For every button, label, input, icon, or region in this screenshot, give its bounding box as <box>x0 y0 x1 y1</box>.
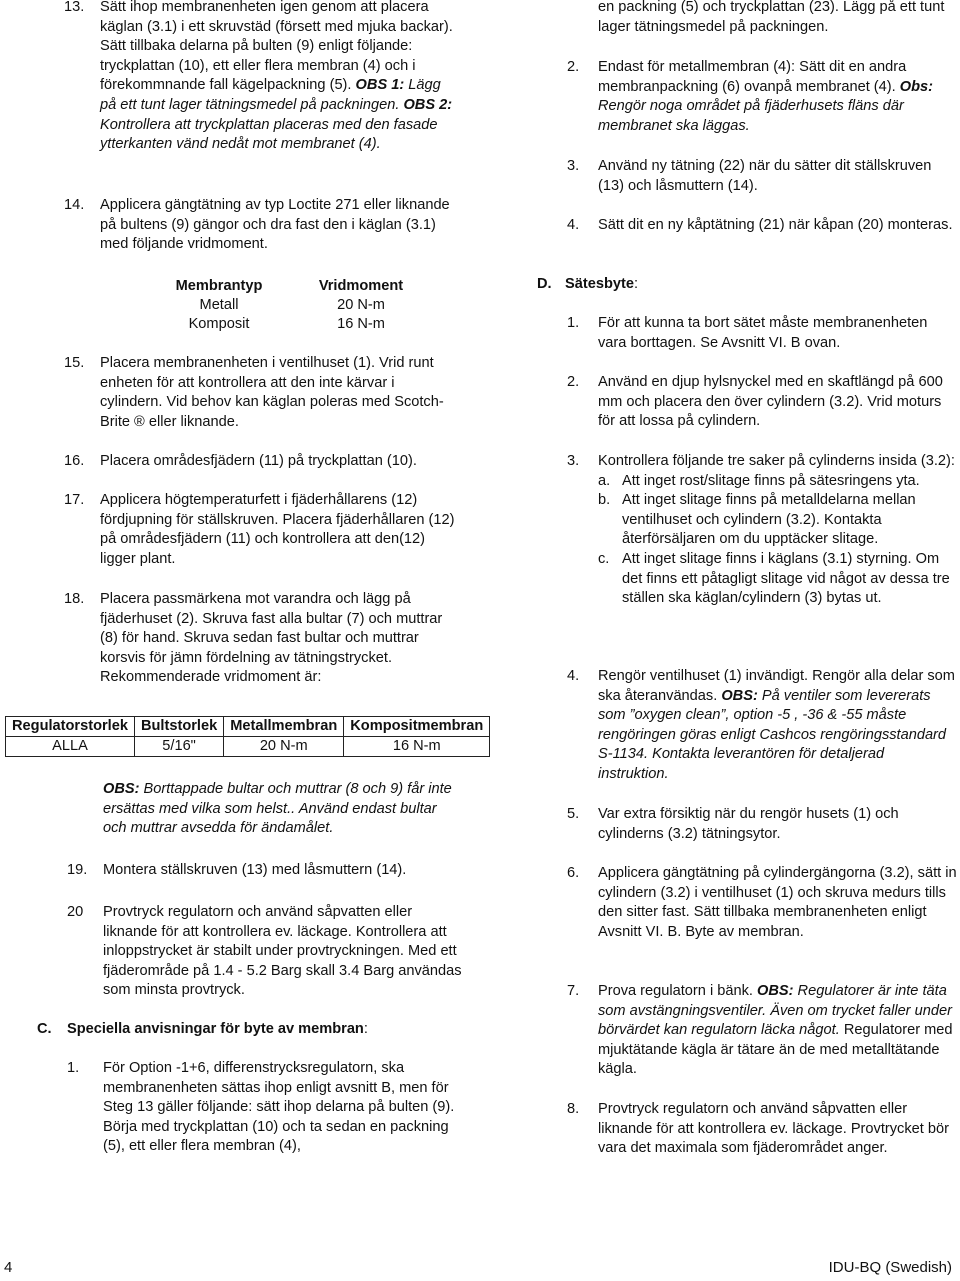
note-text: Rengör noga området på fjäderhusets fläns där membranet ska läggas. <box>598 98 904 134</box>
step-text-main: Endast för metallmembran (4): Sätt dit en andra membranpackning (6) ovanpå membranet (4). <box>598 59 907 95</box>
step-text: Montera ställskruven (13) med låsmuttern (14). <box>103 862 407 878</box>
step-text <box>598 58 958 136</box>
step-text: Applicera gängtätning av typ Loctite 271 eller liknande på bultens (9) gängor och dra fast den i käglan (3.1) med följande vridmoment. <box>100 197 450 253</box>
step-number: 4. <box>567 668 580 684</box>
step-text-main: Sätt ihop membranenheten igen genom att placera käglan (3.1) i ett skruvstäd (försett med mjuka backar). Sätt tillbaka delarna på bulten (9) enligt följande: tryckplattan (10), ett eller flera membran (4) och i förekommnande fall kägelpackning (5). <box>100 0 453 94</box>
step-number: 17. <box>64 492 85 508</box>
note-text: Lägg på ett tunt lager tätningsmedel på packningen. <box>100 77 441 113</box>
step-text: Var extra försiktig när du rengör husets (1) och cylinderns (3.2) tätningsytor. <box>598 806 899 842</box>
step-number: 15. <box>64 355 85 371</box>
step-number: 16. <box>64 453 85 469</box>
page-number: 4 <box>4 1259 13 1276</box>
list-item <box>598 491 960 550</box>
step-text-main: Prova regulatorn i bänk. <box>598 983 757 999</box>
list-item <box>598 472 960 492</box>
step-number: 3. <box>567 158 580 174</box>
table-cell: 16 N-m <box>344 737 490 757</box>
table-cell: 20 N-m <box>224 737 344 757</box>
step-text: För att kunna ta bort sätet måste membranenheten vara borttagen. Se Avsnitt VI. B ovan. <box>598 315 928 351</box>
step-number: 14. <box>64 197 85 213</box>
table-header: Bultstorlek <box>134 717 223 737</box>
section-letter: D. <box>537 276 552 292</box>
note-label: OBS 1: <box>355 77 405 94</box>
step-text <box>100 0 460 155</box>
list-letter: b. <box>598 492 611 509</box>
step-number: 8. <box>567 1101 580 1117</box>
note-text: Regulatorer är inte täta som avstängningsventiler. Även om trycket faller under börvärdet kan regulatorn läcka något. <box>598 983 952 1039</box>
step-number: 6. <box>567 865 580 881</box>
continued-text: en packning (5) och tryckplattan (23). Lägg på ett tunt lager tätningsmedel på packningen. <box>598 0 945 35</box>
list-letter: c. <box>598 550 610 567</box>
step-text: Provtryck regulatorn och använd såpvatten eller liknande för att kontrollera ev. läckage. Provtrycket bör vara det maximala som fjäderområdet anger. <box>598 1101 949 1157</box>
step-number: 1. <box>567 315 580 331</box>
step-text: Applicera högtemperaturfett i fjäderhållarens (12) fördjupning för ställskruven. Placera fjäderhållaren (12) på områdesfjädern (11) och kontrollera att den(12) ligger plant. <box>100 492 455 567</box>
step-text-main: Kontrollera följande tre saker på cylinderns insida (3.2): <box>598 453 955 469</box>
step-text <box>598 982 958 1080</box>
step-number: 3. <box>567 453 580 469</box>
step-text: Placera passmärkena mot varandra och lägg på fjäderhuset (2). Skruva fast alla bultar (7) och muttrar (8) för hand. Skruva sedan fast bultar och muttrar korsvis för jämn fördelning av tätningstrycket. Rekommenderade vridmoment är: <box>100 591 443 686</box>
list-item <box>598 550 960 609</box>
document-code: IDU-BQ <box>828 1259 882 1276</box>
note-label-2: OBS 2: <box>403 96 453 113</box>
step-number: 2. <box>567 374 580 390</box>
table-cell: 16 N-m <box>337 316 385 332</box>
table-cell: Komposit <box>188 316 250 332</box>
table-header: Membrantyp <box>175 278 263 294</box>
table-cell: 5/16" <box>134 737 223 757</box>
step-text: Placera membranenheten i ventilhuset (1). Vrid runt enheten för att kontrollera att den inte kärvar i cylindern. Vid behov kan käglan poleras med Scotch-Brite ® eller liknande. <box>100 355 444 430</box>
step-text-main: Rengör ventilhuset (1) invändigt. Rengör alla delar som ska återanvändas. <box>598 668 955 704</box>
table-cell: ALLA <box>6 737 135 757</box>
table-header: Kompositmembran <box>344 717 490 737</box>
section-colon: : <box>363 1021 368 1037</box>
table-cell: 20 N-m <box>337 297 385 313</box>
step-text: Placera områdesfjädern (11) på tryckplattan (10). <box>100 453 417 469</box>
warning-note <box>103 780 463 839</box>
list-text: Att inget rost/slitage finns på sätesringens yta. <box>622 472 920 489</box>
step-number: 18. <box>64 591 85 607</box>
note-label: OBS: <box>757 983 794 999</box>
note-label: OBS: <box>103 781 140 797</box>
section-title: Speciella anvisningar för byte av membran <box>67 1021 364 1037</box>
document-id <box>829 1258 952 1278</box>
note-text-2: Kontrollera att tryckplattan placeras med den fasade ytterkanten vänd nedåt mot membranet (4). <box>100 116 438 153</box>
step-text: Använd ny tätning (22) när du sätter dit ställskruven (13) och låsmuttern (14). <box>598 158 932 194</box>
table-header: Vridmoment <box>318 278 404 294</box>
note-text: På ventiler som levererats som ”oxygen clean”, option -5 , -36 & -55 måste rengöringen göras enligt Cashcos rengöringsstandard S-1134. Kontakta leverantören för detaljerad instruktion. <box>598 687 947 782</box>
table-cell: Metall <box>199 297 239 313</box>
note-label: Obs: <box>899 78 933 95</box>
list-letter: a. <box>598 472 611 489</box>
torque-table <box>148 277 432 334</box>
step-number: 4. <box>567 217 580 233</box>
document-language: (Swedish) <box>885 1259 952 1276</box>
step-number: 2. <box>567 59 580 75</box>
step-text: För Option -1+6, differenstrycksregulatorn, ska membranenheten sättas ihop enligt avsnitt B, men för Steg 13 gäller följande: sätt ihop delarna på bulten (9). Börja med tryckplattan (10) och ta sedan en packning (5), ett eller flera membran (4), <box>103 1060 455 1155</box>
step-number: 20 <box>67 904 84 920</box>
note-label: OBS: <box>721 687 758 704</box>
bolt-torque-table <box>5 716 490 757</box>
step-text: Sätt dit en ny kåptätning (21) när kåpan (20) monteras. <box>598 217 953 233</box>
section-title: Sätesbyte <box>565 276 634 292</box>
step-number: 13. <box>64 0 85 15</box>
step-text: Applicera gängtätning på cylindergängorna (3.2), sätt in cylindern (3.2) i ventilhuset (1) och skruva medurs tills den sitter fast. Sätt tillbaka membranenheten enligt Avsnitt VI. B. Byte av membran. <box>598 865 957 940</box>
step-text <box>598 452 960 609</box>
step-number: 5. <box>567 806 580 822</box>
step-number: 7. <box>567 983 580 999</box>
list-text: Att inget slitage finns i käglans (3.1) styrning. Om det finns ett påtagligt slitage vid något av dessa tre ställen ska käglan/cylindern (3) bytas ut. <box>622 550 950 607</box>
step-text: Provtryck regulatorn och använd såpvatten eller liknande för att kontrollera ev. läckage. Kontrollera att inloppstrycket är stabilt under provtryckningen. Med ett fjäderområde på 1.4 - 5.2 Barg skall 3.4 Barg användas som minsta provtryck. <box>103 904 462 999</box>
step-number: 1. <box>67 1060 80 1076</box>
step-text-extra: Regulatorer med mjuktätande kägla är tätare än de med metalltätande kägla. <box>598 1022 953 1078</box>
step-text <box>598 667 958 785</box>
note-text: Borttappade bultar och muttrar (8 och 9) får inte ersättas med vilka som helst.. Använd endast bultar och muttrar avsedda för ändamålet. <box>103 781 452 837</box>
step-text: Använd en djup hylsnyckel med en skaftlängd på 600 mm och placera den över cylindern (3.2). Vrid moturs för att lossa på cylindern. <box>598 374 943 430</box>
section-colon: : <box>633 276 639 292</box>
list-text: Att inget slitage finns på metalldelarna mellan ventilhuset och cylindern (3.2). Kontakta återförsäljaren om du upptäcker slitage. <box>622 492 916 548</box>
table-header: Metallmembran <box>224 717 344 737</box>
section-letter: C. <box>37 1021 52 1037</box>
step-number: 19. <box>67 862 88 878</box>
table-header: Regulatorstorlek <box>6 717 135 737</box>
